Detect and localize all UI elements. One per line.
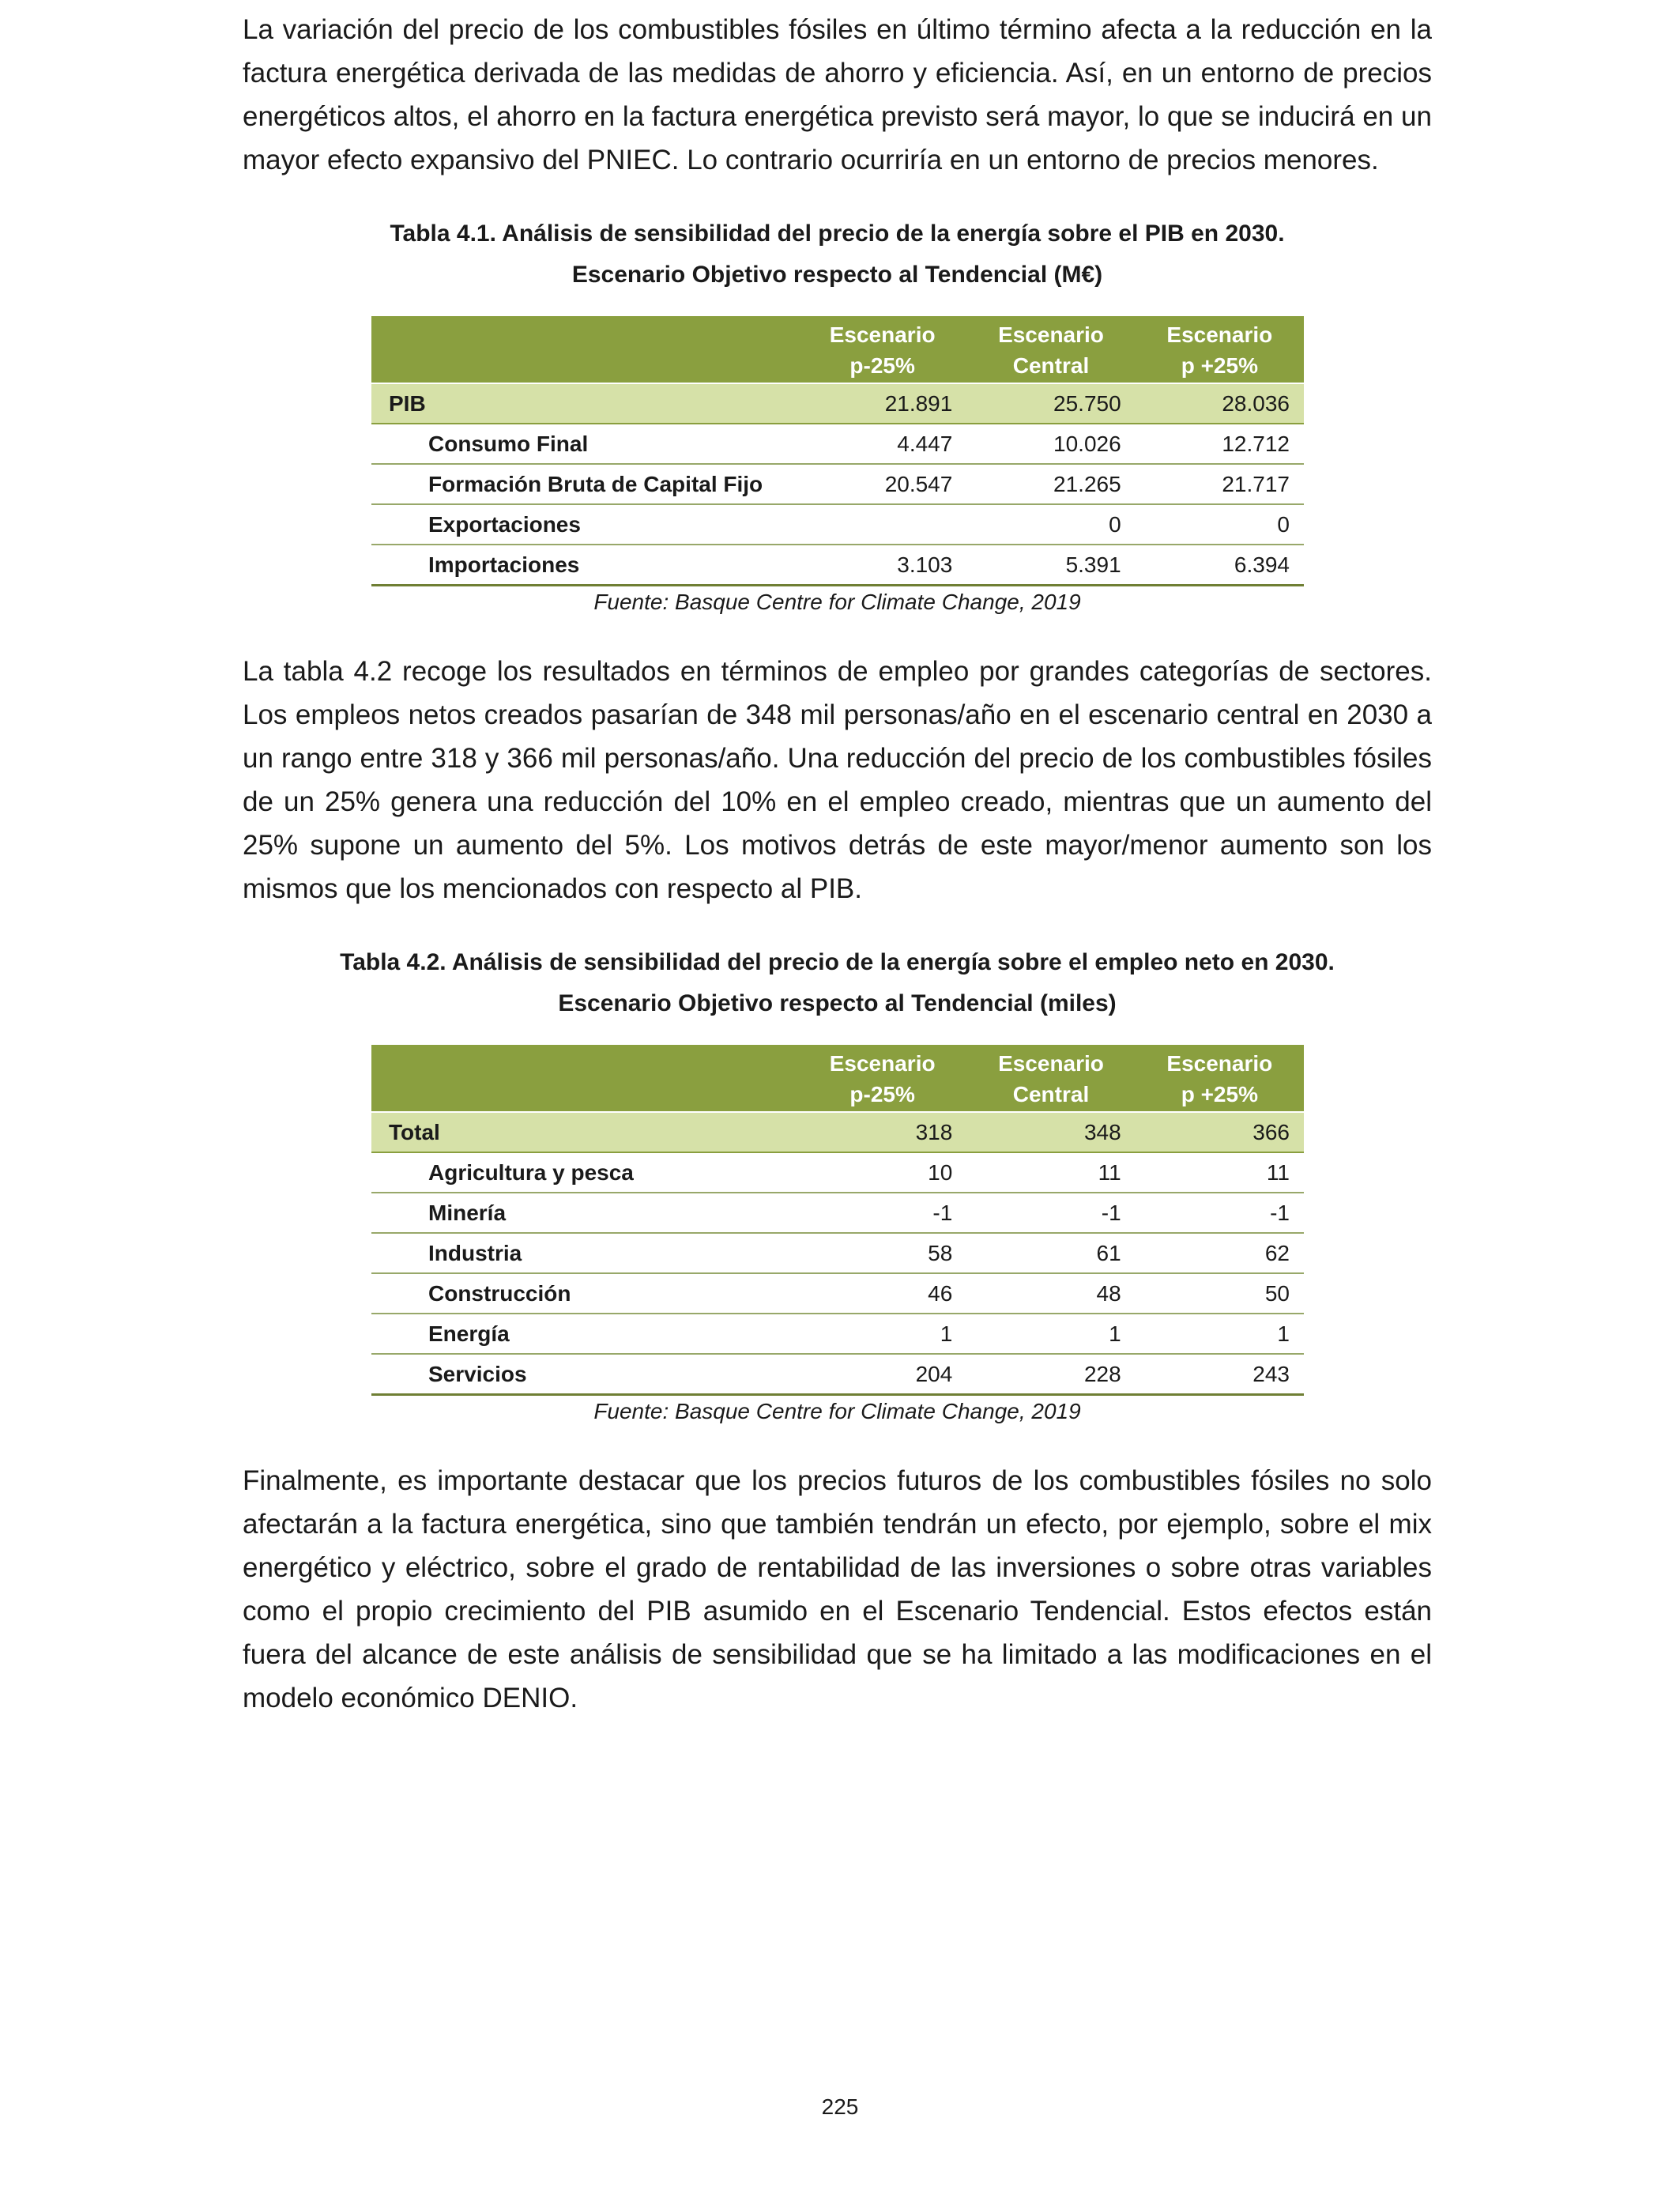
cell-value: -1 xyxy=(798,1193,966,1233)
cell-value: 3.103 xyxy=(798,545,966,586)
table-row xyxy=(371,464,1304,504)
table-gdp-sensitivity xyxy=(371,316,1304,586)
cell-value: 50 xyxy=(1136,1273,1304,1314)
row-label: Exportaciones xyxy=(371,504,798,545)
cell-value: 0 xyxy=(1136,504,1304,545)
cell-value: 48 xyxy=(966,1273,1135,1314)
row-label: PIB xyxy=(371,383,798,424)
header-line: Central xyxy=(1012,353,1090,378)
cell-value: 1 xyxy=(966,1314,1135,1354)
row-label: Industria xyxy=(371,1233,798,1273)
table1-header-p25-minus xyxy=(798,316,966,383)
row-label: Consumo Final xyxy=(371,424,798,464)
table-row xyxy=(371,504,1304,545)
table2-caption-line1: Tabla 4.2. Análisis de sensibilidad del precio de la energía sobre el empleo neto en 2030. xyxy=(340,949,1335,975)
header-line: p +25% xyxy=(1181,353,1258,378)
cell-value: 4.447 xyxy=(798,424,966,464)
row-label: Energía xyxy=(371,1314,798,1354)
row-label: Construcción xyxy=(371,1273,798,1314)
page-number: 225 xyxy=(821,2094,859,2119)
header-line: p-25% xyxy=(849,1082,915,1106)
header-line: Escenario xyxy=(829,322,936,347)
cell-value: 204 xyxy=(798,1354,966,1395)
header-line: p-25% xyxy=(849,353,915,378)
cell-value: 318 xyxy=(798,1112,966,1152)
table1-header-blank xyxy=(371,316,798,383)
cell-value: 12.712 xyxy=(1136,424,1304,464)
row-label: Servicios xyxy=(371,1354,798,1395)
cell-value: 62 xyxy=(1136,1233,1304,1273)
header-line: Escenario xyxy=(1166,322,1273,347)
cell-value: 6.394 xyxy=(1136,545,1304,586)
table2-header-p25-plus xyxy=(1136,1045,1304,1112)
cell-value: 228 xyxy=(966,1354,1135,1395)
cell-value: 11 xyxy=(966,1152,1135,1193)
cell-value: 21.891 xyxy=(798,383,966,424)
row-label: Formación Bruta de Capital Fijo xyxy=(371,464,798,504)
page-content xyxy=(243,8,1432,1720)
cell-value: 11 xyxy=(1136,1152,1304,1193)
table-row xyxy=(371,1354,1304,1395)
cell-value: 0 xyxy=(966,504,1135,545)
paragraph-employment: La tabla 4.2 recoge los resultados en términos de empleo por grandes categorías de sectores. Los empleos netos creados pasarían de 348 mil personas/año en el escenario central en 2030 a un rango entre 318 y 366 mil personas/año. Una reducción del precio de los combustibles fósiles de un 25% genera una reducción del 10% en el empleo creado, mientras que un aumento del 25% supone un aumento del 5%. Los motivos detrás de este mayor/menor aumento son los mismos que los mencionados con respecto al PIB. xyxy=(243,656,1432,904)
row-label: Agricultura y pesca xyxy=(371,1152,798,1193)
table2-header-blank xyxy=(371,1045,798,1112)
table-row xyxy=(371,1152,1304,1193)
header-line: Escenario xyxy=(1166,1051,1273,1076)
header-line: Escenario xyxy=(829,1051,936,1076)
cell-value: 25.750 xyxy=(966,383,1135,424)
cell-value: 20.547 xyxy=(798,464,966,504)
cell-value: 5.391 xyxy=(966,545,1135,586)
table1-header-row xyxy=(371,316,1304,383)
cell-value: 10.026 xyxy=(966,424,1135,464)
row-label: Total xyxy=(371,1112,798,1152)
table-row xyxy=(371,1314,1304,1354)
header-line: Escenario xyxy=(998,322,1104,347)
table-row xyxy=(371,545,1304,586)
table1-source: Fuente: Basque Centre for Climate Change, 2019 xyxy=(593,590,1081,614)
table2-source: Fuente: Basque Centre for Climate Change, 2019 xyxy=(593,1399,1081,1423)
header-line: Central xyxy=(1012,1082,1090,1106)
cell-value: 58 xyxy=(798,1233,966,1273)
table-employment-sensitivity xyxy=(371,1045,1304,1396)
table1-caption-line1: Tabla 4.1. Análisis de sensibilidad del precio de la energía sobre el PIB en 2030. xyxy=(390,221,1285,247)
header-line: Escenario xyxy=(998,1051,1104,1076)
table-row-total xyxy=(371,1112,1304,1152)
cell-value: 28.036 xyxy=(1136,383,1304,424)
table-row xyxy=(371,1273,1304,1314)
table1-caption-line2: Escenario Objetivo respecto al Tendencial (M€) xyxy=(571,262,1103,288)
table-row xyxy=(371,1233,1304,1273)
cell-value: -1 xyxy=(966,1193,1135,1233)
cell-value: 243 xyxy=(1136,1354,1304,1395)
table-row xyxy=(371,1193,1304,1233)
cell-value: 366 xyxy=(1136,1112,1304,1152)
row-label: Importaciones xyxy=(371,545,798,586)
table1-header-p25-plus xyxy=(1136,316,1304,383)
table2-caption-line2: Escenario Objetivo respecto al Tendencial (miles) xyxy=(558,990,1117,1016)
paragraph-intro: La variación del precio de los combustibles fósiles en último término afecta a la reducción en la factura energética derivada de las medidas de ahorro y eficiencia. Así, en un entorno de precios energéticos altos, el ahorro en la factura energética previsto será mayor, lo que se inducirá en un mayor efecto expansivo del PNIEC. Lo contrario ocurriría en un entorno de precios menores. xyxy=(243,14,1432,175)
table2-header-central xyxy=(966,1045,1135,1112)
table1-header-central xyxy=(966,316,1135,383)
row-label: Minería xyxy=(371,1193,798,1233)
cell-value: 21.265 xyxy=(966,464,1135,504)
header-line: p +25% xyxy=(1181,1082,1258,1106)
cell-value: 348 xyxy=(966,1112,1135,1152)
cell-value: 21.717 xyxy=(1136,464,1304,504)
cell-value: 61 xyxy=(966,1233,1135,1273)
table2-header-p25-minus xyxy=(798,1045,966,1112)
cell-value xyxy=(798,504,966,545)
paragraph-conclusion: Finalmente, es importante destacar que los precios futuros de los combustibles fósiles no solo afectarán a la factura energética, sino que también tendrán un efecto, por ejemplo, sobre el mix energético y eléctrico, sobre el grado de rentabilidad de las inversiones o sobre otras variables como el propio crecimiento del PIB asumido en el Escenario Tendencial. Estos efectos están fuera del alcance de este análisis de sensibilidad que se ha limitado a las modificaciones en el modelo económico DENIO. xyxy=(243,1465,1432,1713)
cell-value: 10 xyxy=(798,1152,966,1193)
cell-value: 1 xyxy=(798,1314,966,1354)
cell-value: 46 xyxy=(798,1273,966,1314)
table2-header-row xyxy=(371,1045,1304,1112)
table-row-total xyxy=(371,383,1304,424)
cell-value: -1 xyxy=(1136,1193,1304,1233)
table-row xyxy=(371,424,1304,464)
cell-value: 1 xyxy=(1136,1314,1304,1354)
